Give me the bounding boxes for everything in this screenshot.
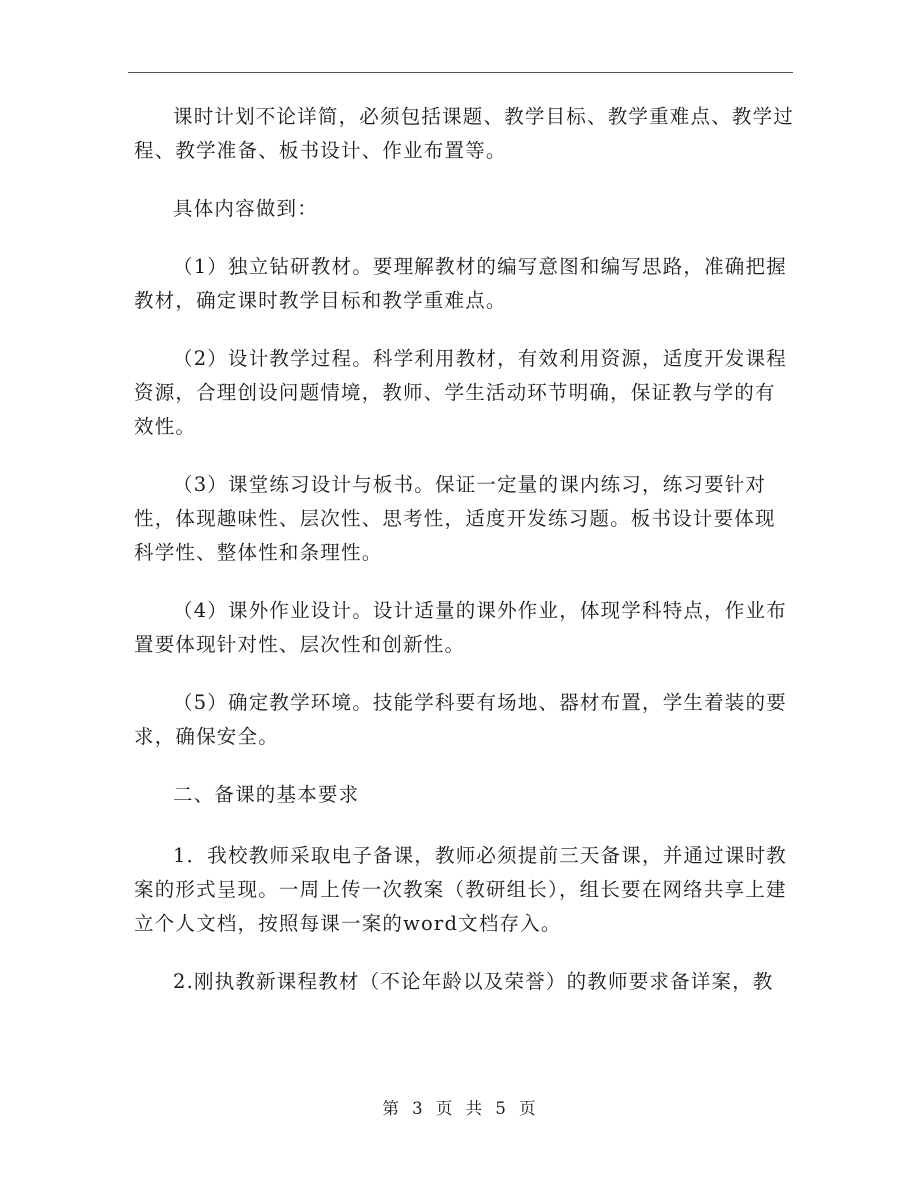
- paragraph-item-3: （3）课堂练习设计与板书。保证一定量的课内练习，练习要针对性，体现趣味性、层次性、思考性，适度开发练习题。板书设计要体现科学性、整体性和条理性。: [134, 473, 776, 564]
- paragraph-item-1: （1）独立钻研教材。要理解教材的编写意图和编写思路，准确把握教材，确定课时教学目标和教学重难点。: [134, 255, 787, 312]
- paragraph-requirement-1: 1．我校教师采取电子备课，教师必须提前三天备课，并通过课时教案的形式呈现。一周上传一次教案（教研组长），组长要在网络共享上建立个人文档，按照每课一案的word文档存入。: [134, 844, 787, 935]
- header-rule: [128, 72, 793, 73]
- section-heading: 二、备课的基本要求: [173, 783, 360, 806]
- paragraph-item-2: （2）设计教学过程。科学利用教材，有效利用资源，适度开发课程资源，合理创设问题情境，教师、学生活动环节明确，保证教与学的有效性。: [134, 347, 787, 438]
- page-number: 第 3 页 共 5 页: [382, 1099, 538, 1118]
- paragraph-item-5: （5）确定教学环境。技能学科要有场地、器材布置，学生着装的要求，确保安全。: [134, 691, 787, 748]
- paragraph-content-heading: 具体内容做到：: [173, 197, 318, 220]
- paragraph-requirement-2: 2.刚执教新课程教材（不论年龄以及荣誉）的教师要求备详案，教: [173, 970, 774, 993]
- paragraph-item-4: （4）课外作业设计。设计适量的课外作业，体现学科特点，作业布置要体现针对性、层次性和创新性。: [134, 599, 787, 656]
- paragraph-intro: 课时计划不论详简，必须包括课题、教学目标、教学重难点、教学过程、教学准备、板书设计、作业布置等。: [134, 105, 795, 162]
- document-body: [134, 100, 794, 1023]
